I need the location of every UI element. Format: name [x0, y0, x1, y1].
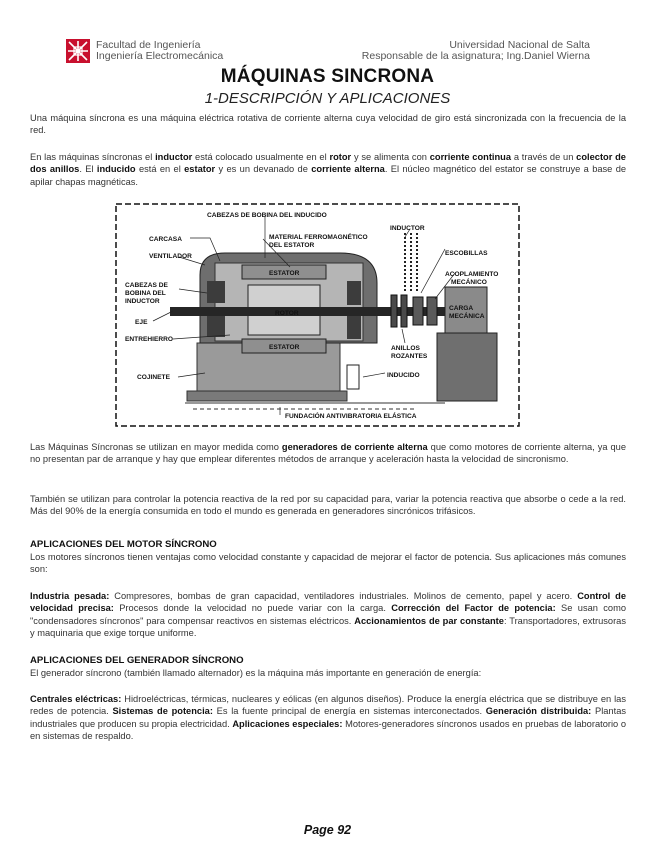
- paragraph-reactive-power: También se utilizan para controlar la potencia reactiva de la red por su capacidad para, variar la potencia reactiva que absorbe o cede a la red. Más del 90% de la energía consumida en todo el mundo es generada en generadores sincrónicos trifásicos.: [30, 494, 626, 517]
- label-rotor: ROTOR: [275, 310, 299, 317]
- label-slip-rings-2: ROZANTES: [391, 353, 428, 360]
- paragraph-definition: Una máquina síncrona es una máquina eléctrica rotativa de corriente alterna cuya velocidad de giro está sincronizada con la frecuencia de la red.: [30, 113, 626, 136]
- label-brushes: ESCOBILLAS: [445, 250, 488, 257]
- synchronous-machine-diagram: [115, 203, 520, 427]
- page-number: Page 92: [303, 823, 352, 837]
- faculty-name: Facultad de Ingeniería: [96, 39, 201, 51]
- label-foundation: FUNDACIÓN ANTIVIBRATORIA ELÁSTICA: [285, 413, 417, 420]
- paragraph-usage: Las Máquinas Síncronas se utilizan en mayor medida como generadores de corriente alterna que como motores de corriente alterna, ya que no presentan par de arranque y hay que emplear diferentes métodos de arranque y aceleración hasta la velocidad de sincronismo.: [30, 442, 627, 465]
- paragraph-generator-intro: El generador síncrono (también llamado alternador) es la máquina más importante en generación de energía:: [30, 668, 482, 678]
- label-mechanical-load-2: MECÁNICA: [449, 313, 485, 320]
- university-logo-icon: [66, 39, 90, 63]
- heading-generator-applications: APLICACIONES DEL GENERADOR SÍNCRONO: [30, 655, 244, 666]
- label-bearing: COJINETE: [137, 374, 170, 381]
- page-header: [66, 39, 590, 63]
- course-responsible: Responsable de la asignatura; Ing.Daniel Wierna: [361, 50, 590, 62]
- page-title: MÁQUINAS SINCRONA: [220, 66, 435, 87]
- label-coupling-mechanical: MECÁNICO: [451, 279, 487, 286]
- paragraph-motor-intro: Los motores síncronos tienen ventajas como velocidad constante y capacidad de mejorar el factor de potencia. Sus aplicaciones más comunes son:: [30, 552, 626, 575]
- label-coil-heads-3: INDUCTOR: [125, 298, 160, 305]
- label-shaft: EJE: [135, 319, 148, 326]
- label-slip-rings: ANILLOS: [391, 345, 420, 352]
- faculty-info: [96, 40, 223, 62]
- heading-motor-applications: APLICACIONES DEL MOTOR SÍNCRONO: [30, 539, 217, 550]
- label-coil-heads-1: CABEZAS DE: [125, 282, 168, 289]
- label-mechanical-load: CARGA: [449, 305, 474, 312]
- label-armature: INDUCIDO: [387, 372, 420, 379]
- university-info: [362, 40, 590, 62]
- label-coil-heads-2: BOBINA DEL: [125, 290, 166, 297]
- label-fan: VENTILADOR: [149, 253, 192, 260]
- paragraph-motor-applications: Industria pesada: Compresores, bombas de gran capacidad, ventiladores industriales. Molinos de cemento, papel y acero. Control de velocidad precisa: Procesos donde la velocidad no puede variar con la carga. Corrección del Factor de potencia: Se usan como "condensadores síncronos" para compensar reactivos en sistemas eléctricos. Accionamientos de par constante: Transportadores, extrusoras y maquinaria que exige torque uniforme.: [30, 591, 627, 638]
- paragraph-generator-applications: Centrales eléctricas: Hidroeléctricas, térmicas, nucleares y eólicas (en algunos diseños). Produce la energía eléctrica que se distribuye en las redes de potencia. Sistemas de potencia: Es la fuente principal de energía en sistemas interconectados. Generación distribuida: Plantas industriales que producen su propia electricidad. Aplicaciones especiales: Motores-generadores síncronos usados en pruebas de laboratorio o en sistemas de respaldo.: [30, 694, 627, 741]
- label-stator-top: ESTATOR: [269, 270, 300, 277]
- label-ferromagnetic-material: MATERIAL FERROMAGNÉTICO: [269, 234, 368, 241]
- label-stator-material: DEL ESTATOR: [269, 242, 315, 249]
- label-stator-bottom: ESTATOR: [269, 344, 300, 351]
- page-subtitle: 1-DESCRIPCIÓN Y APLICACIONES: [204, 90, 451, 107]
- label-inductor: INDUCTOR: [390, 225, 425, 232]
- paragraph-construction: En las máquinas síncronas el inductor está colocado usualmente en el rotor y se alimenta con corriente continua a través de un colector de dos anillos. El inducido está en el estator y es un devanado de corriente alterna. El núcleo magnético del estator se construye a base de apilar chapas magnéticas.: [30, 152, 627, 187]
- label-coil-heads-armature: CABEZAS DE BOBINA DEL INDUCIDO: [207, 212, 327, 219]
- label-air-gap: ENTREHIERRO: [125, 336, 173, 343]
- career-name: Ingeniería Electromecánica: [96, 50, 224, 62]
- label-housing: CARCASA: [149, 236, 182, 243]
- label-coupling: ACOPLAMIENTO: [445, 271, 499, 278]
- university-name: Universidad Nacional de Salta: [449, 39, 590, 51]
